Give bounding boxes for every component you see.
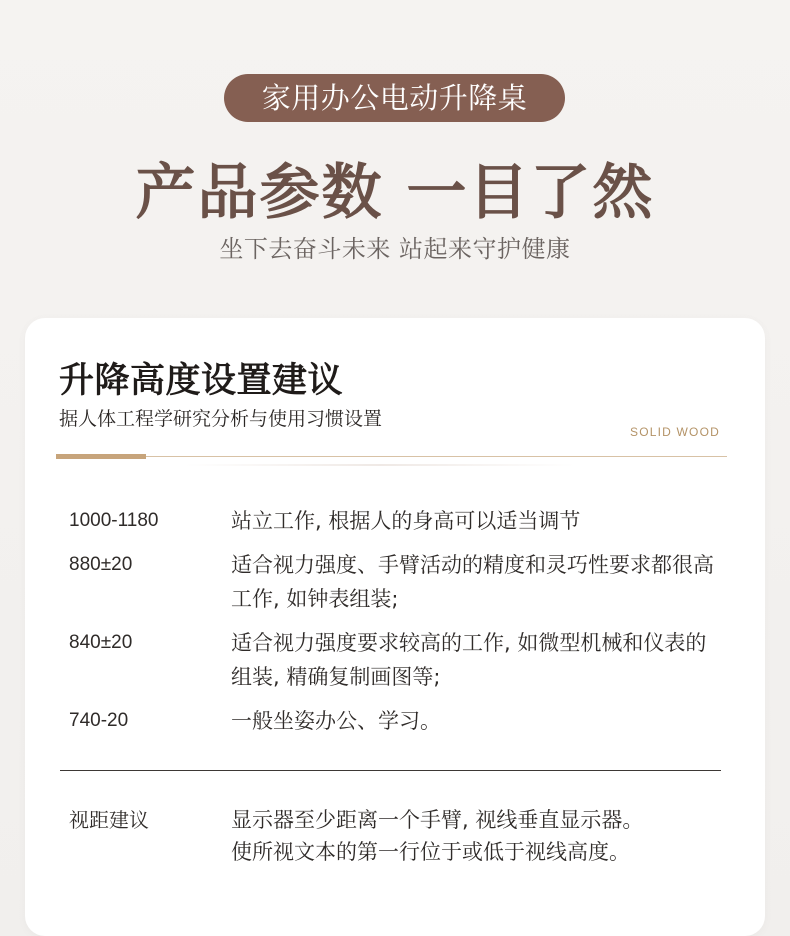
header-divider-accent: [56, 454, 146, 459]
hero-subtitle: 坐下去奋斗未来 站起来守护健康: [219, 235, 571, 263]
height-row: [69, 704, 719, 738]
height-value: 880±20: [69, 554, 133, 575]
viewing-distance-line: 使所视文本的第一行位于或低于视线高度。: [231, 840, 630, 864]
height-value: 740-20: [69, 710, 129, 731]
height-value: 1000-1180: [69, 510, 159, 531]
height-description: 一般坐姿办公、学习。: [231, 709, 441, 733]
header-divider: [56, 456, 727, 457]
height-row: [69, 626, 719, 694]
height-description: 站立工作, 根据人的身高可以适当调节: [231, 509, 581, 533]
viewing-distance-line: 显示器至少距离一个手臂, 视线垂直显示器。: [231, 808, 644, 832]
hero-title: 产品参数 一目了然: [135, 158, 655, 228]
product-category-badge: 家用办公电动升降桌: [224, 74, 565, 122]
height-value: 840±20: [69, 632, 133, 653]
decorative-faint-line: [185, 464, 575, 466]
height-description: 适合视力强度要求较高的工作, 如微型机械和仪表的组装, 精确复制画图等;: [231, 631, 707, 689]
card-subtitle: 据人体工程学研究分析与使用习惯设置: [59, 408, 383, 430]
viewing-distance-text: [231, 804, 717, 868]
height-description: 适合视力强度、手臂活动的精度和灵巧性要求都很高工作, 如钟表组装;: [231, 553, 714, 611]
section-divider: [60, 770, 721, 771]
solid-wood-label: SOLID WOOD: [629, 425, 720, 439]
height-recommendation-list: [69, 504, 719, 738]
height-row: [69, 504, 719, 538]
height-recommendation-card: [25, 318, 765, 936]
height-row: [69, 548, 719, 616]
card-title: 升降高度设置建议: [59, 361, 344, 401]
viewing-distance-label: 视距建议: [69, 808, 149, 832]
viewing-distance-section: [69, 804, 719, 868]
